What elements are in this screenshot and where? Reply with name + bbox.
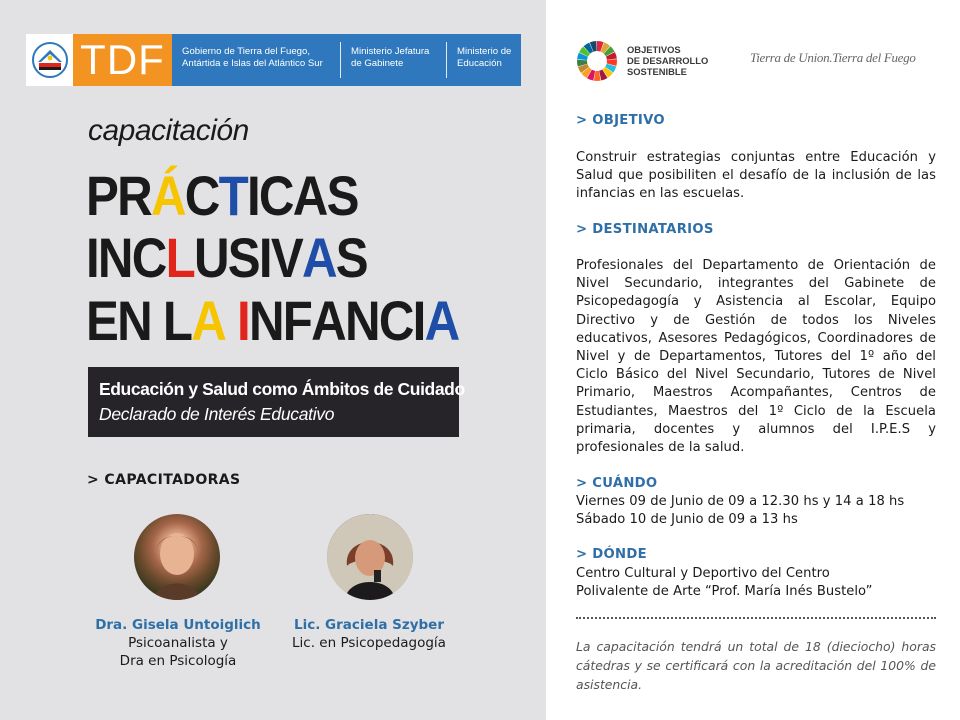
subtitle-bold: Educación y Salud como Ámbitos de Cuidado xyxy=(99,379,465,399)
speaker-role: Lic. en Psicopedagogía xyxy=(292,635,446,651)
speaker-name: Dra. Gisela Untoiglich xyxy=(95,617,261,633)
cuando-body xyxy=(576,493,936,529)
subtitle-box xyxy=(88,367,465,437)
title-letter: C xyxy=(131,226,166,289)
title-letter: F xyxy=(282,289,312,352)
speaker-name: Lic. Graciela Szyber xyxy=(294,617,444,633)
tierra-de-union-signature: Tierra de Union.Tierra del Fuego xyxy=(750,50,916,65)
gov-cell-educacion-text: Ministerio de Educación xyxy=(457,46,512,69)
cuando-line: Sábado 10 de Junio de 09 a 13 hs xyxy=(576,512,798,528)
title-letter: N xyxy=(97,226,132,289)
cuando-heading: > CUÁNDO xyxy=(576,476,658,491)
speaker-1 xyxy=(88,616,268,670)
donde-line: Polivalente de Arte “Prof. María Inés Bustelo” xyxy=(576,584,873,600)
title-letter: I xyxy=(86,226,98,289)
portrait-icon xyxy=(327,514,413,600)
cuando-line: Viernes 09 de Junio de 09 a 12.30 hs y 14 a 18 hs xyxy=(576,494,905,509)
title-letter: E xyxy=(86,289,118,352)
title-letter: Á xyxy=(150,164,185,227)
destinatarios-body: Profesionales del Departamento de Orientación de Nivel Secundario, integrantes del Gabinete de Psicopedagogía y Asistencia al Escolar, Equipo Directivo y de Gestión de todos los Niveles educativos, Asesores Pedagógicos, Coordinadores de Nivel y de Departamentos, Tutores del 1º año del Ciclo Básico del Nivel Secundario, Tutores de Nivel Primario, Maestros Acompañantes, Centros de Estudiantes, Maestros del 1º Ciclo de la Escuela primaria, docentes y alumnos del I.P.E.S y profesionales de la salud. xyxy=(576,258,936,456)
title-letter: C xyxy=(378,289,413,352)
title-letter: A xyxy=(301,226,336,289)
title-letter: N xyxy=(248,289,283,352)
title-letter: S xyxy=(335,226,367,289)
title-letter: A xyxy=(191,289,226,352)
objetivo-body: Construir estrategias conjuntas entre Educación y Salud que posibiliten el desafío de la inclusión de las infancias en las escuelas. xyxy=(576,150,936,202)
title-letter: V xyxy=(270,226,302,289)
title-letter: I xyxy=(412,289,425,352)
title-letter: I xyxy=(258,226,271,289)
title-letter: N xyxy=(344,289,379,352)
title-letter: A xyxy=(311,289,345,352)
title-letter: P xyxy=(86,164,118,227)
seal-icon xyxy=(30,40,70,80)
speaker-role: Psicoanalista y Dra en Psicología xyxy=(119,635,237,669)
destinatarios-heading: > DESTINATARIOS xyxy=(576,222,714,237)
gov-cell-gobierno-text: Gobierno de Tierra del Fuego, Antártida e Islas del Atlántico Sur xyxy=(182,46,323,69)
title-line-2 xyxy=(86,226,367,289)
portrait-icon xyxy=(134,514,220,600)
avatar-speaker-1 xyxy=(134,514,220,600)
footer-note: La capacitación tendrá un total de 18 (dieciocho) horas cátedras y se certificará con la acreditación del 100% de asistencia. xyxy=(576,639,936,692)
dotted-divider xyxy=(576,617,936,619)
title-line-1 xyxy=(86,164,358,227)
title-letter: S xyxy=(227,226,259,289)
title-letter: U xyxy=(193,226,228,289)
ods-wheel-icon xyxy=(576,40,618,82)
provincial-seal-logo xyxy=(26,34,73,86)
gov-cell-jefatura xyxy=(341,34,446,86)
title-letter: L xyxy=(162,289,192,352)
tdf-logo: TDF xyxy=(73,34,172,86)
capacitadoras-heading: > CAPACITADORAS xyxy=(87,472,241,488)
gov-cell-gobierno xyxy=(172,34,340,86)
speaker-2 xyxy=(274,616,464,652)
ods-text: OBJETIVOS DE DESARROLLO SOSTENIBLE xyxy=(627,44,709,77)
title-letter: R xyxy=(117,164,151,227)
title-letter: A xyxy=(424,289,459,352)
title-letter: I xyxy=(246,164,259,227)
title-letter xyxy=(151,293,163,349)
gov-cell-jefatura-text: Ministerio Jefatura de Gabinete xyxy=(351,46,430,69)
title-line-3 xyxy=(86,289,459,352)
donde-line: Centro Cultural y Deportivo del Centro xyxy=(576,566,830,581)
subtitle-italic: Declarado de Interés Educativo xyxy=(99,404,335,424)
title-letter: I xyxy=(237,289,249,352)
title-letter: T xyxy=(218,164,247,227)
donde-body xyxy=(576,565,936,601)
objetivo-heading: > OBJETIVO xyxy=(576,113,665,128)
donde-heading: > DÓNDE xyxy=(576,547,647,562)
title-letter: S xyxy=(326,164,358,227)
title-letter: L xyxy=(165,226,194,289)
title-kicker: capacitación xyxy=(88,114,249,147)
title-letter xyxy=(225,293,237,349)
government-banner xyxy=(26,34,521,86)
title-letter: C xyxy=(184,164,219,227)
title-letter: N xyxy=(117,289,151,352)
avatar-speaker-2 xyxy=(327,514,413,600)
gov-cell-educacion xyxy=(447,34,521,86)
title-letter: A xyxy=(292,164,327,227)
title-letter: C xyxy=(258,164,293,227)
